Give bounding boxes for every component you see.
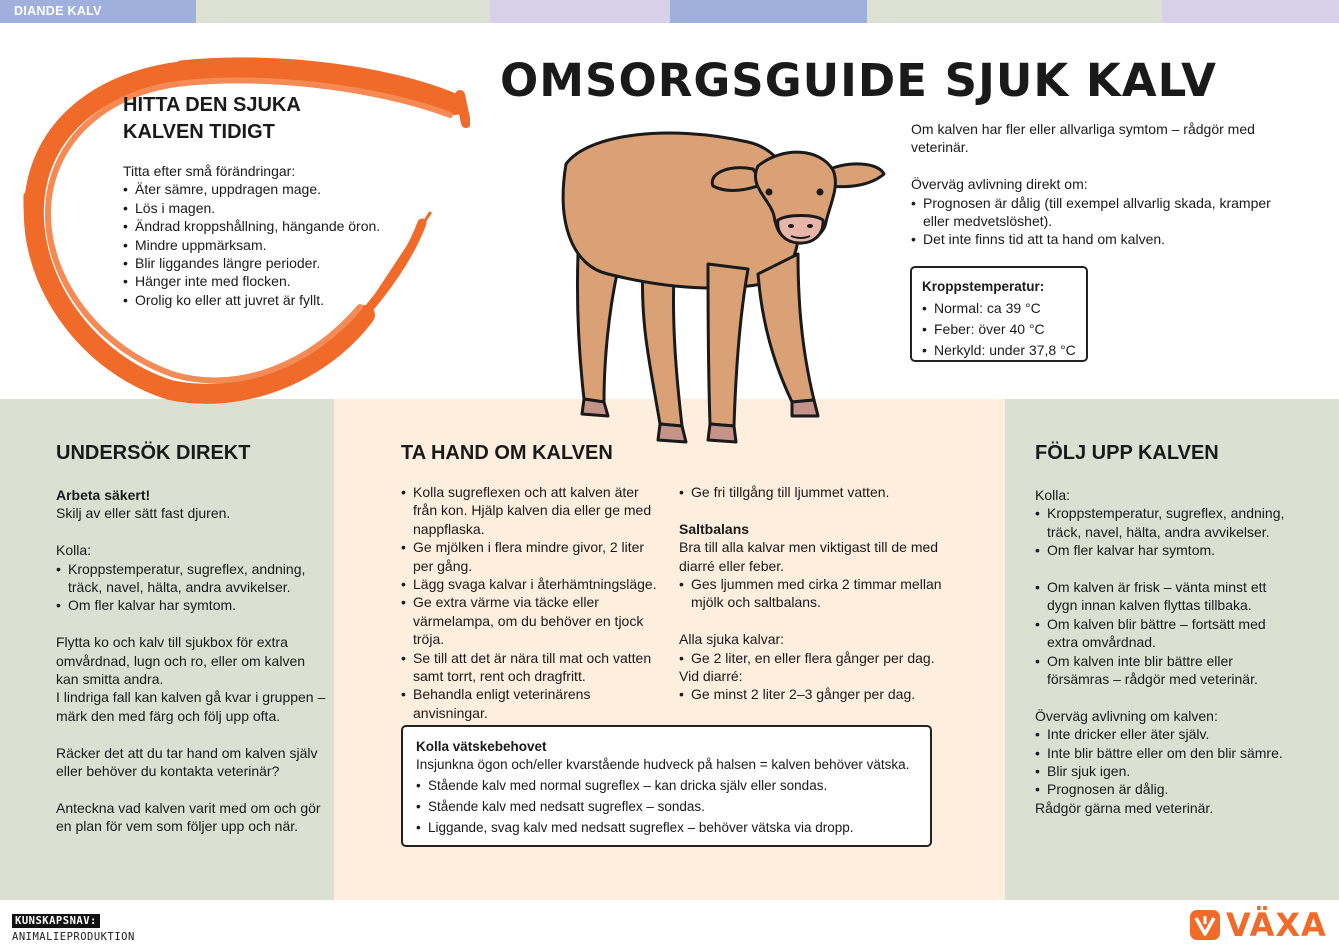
folj-section [1035,442,1295,817]
list-item: • Orolig ko eller att juvret är fyllt. [123,291,423,309]
animalieproduktion-label: ANIMALIEPRODUKTION [12,931,135,943]
list-item: • Blir sjuk igen. [1035,762,1295,780]
top-band-1 [0,0,196,23]
folj-avliv-label: Överväg avlivning om kalven: [1035,707,1218,724]
list-item: • Ge minst 2 liter 2–3 gånger per dag. [679,685,949,703]
list-item: • Prognosen är dålig. [1035,780,1295,798]
hitta-heading-line2: KALVEN TIDIGT [123,121,275,143]
top-band-4 [670,0,867,23]
list-item: • Behandla enligt veterinärens anvisningar. [401,685,659,722]
safe-text: Skilj av eller sätt fast djuren. [56,505,231,522]
intro-right [911,120,1271,249]
page-title: OMSORGSGUIDE SJUK KALV [500,54,1217,107]
vatske-text: Insjunkna ögon och/eller kvarstående hudveck på halsen = kalven behöver vätska. [416,757,910,773]
tahand-col2 [679,483,949,704]
folj-kolla-label: Kolla: [1035,487,1071,503]
saltbalans-text: Bra till alla kalvar men viktigast till de med diarré eller feber. [679,539,939,574]
list-item: • Om fler kalvar har symtom. [1035,541,1295,559]
temperature-box [910,266,1088,362]
list-item: • Äter sämre, uppdragen mage. [123,180,423,198]
alla-sjuka-label: Alla sjuka kalvar: [679,631,785,648]
list-item: • Om kalven är frisk – vänta minst ett dygn innan kalven flyttas tillbaka. [1035,578,1295,615]
list-item: • Lös i magen. [123,199,423,217]
anteckna-paragraph: Anteckna vad kalven varit med om och gör en plan för vem som följer upp och när. [56,799,321,835]
racker-paragraph: Räcker det att du tar hand om kalven själv eller behöver du kontakta veterinär? [56,744,318,780]
list-item: • Feber: över 40 °C [922,319,1086,340]
top-band-3 [490,0,670,23]
list-item: • Mindre uppmärksam. [123,236,423,254]
vatske-heading: Kolla vätskebehovet [416,739,547,754]
vatske-box [401,725,932,847]
saltbalans-heading: Saltbalans [679,520,750,537]
top-band-2 [196,0,490,23]
hitta-list [123,162,423,309]
band-label: DIANDE KALV [14,4,102,18]
temperature-heading: Kroppstemperatur: [922,279,1045,294]
list-item: • Kolla sugreflexen och att kalven äter från kon. Hjälp kalven dia eller ge med nappflaska. [401,483,659,538]
hitta-intro: Titta efter små förändringar: [123,163,296,179]
list-item: • Prognosen är dålig (till exempel allvarlig skada, kramper eller medvetslöshet). [911,194,1271,231]
vaxa-logo-icon [1190,910,1220,940]
list-item: • Ge mjölken i flera mindre givor, 2 liter per gång. [401,538,659,575]
diarre-label: Vid diarré: [679,668,743,685]
list-item: • Kroppstemperatur, sugreflex, andning, träck, navel, hälta, andra avvikelser. [56,560,326,597]
list-item: • Stående kalv med normal sugreflex – kan dricka själv eller sondas. [416,775,930,796]
kunskapsnav-label: KUNSKAPSNAV: [12,914,100,928]
hitta-heading-line1: HITTA DEN SJUKA [123,94,301,116]
kolla-label: Kolla: [56,542,92,559]
list-item: • Om kalven inte blir bättre eller försämras – rådgör med veterinär. [1035,652,1295,689]
folj-heading: FÖLJ UPP KALVEN [1035,442,1219,464]
folj-closing: Rådgör gärna med veterinär. [1035,799,1214,816]
list-item: • Inte blir bättre eller om den blir sämre. [1035,744,1295,762]
list-item: • Stående kalv med nedsatt sugreflex – sondas. [416,796,930,817]
undersok-section [56,442,326,836]
list-item: • Lägg svaga kalvar i återhämtningsläge. [401,575,659,593]
lindriga-paragraph: I lindriga fall kan kalven gå kvar i gruppen – märk den med färg och följ upp ofta. [56,689,326,724]
flytta-paragraph: Flytta ko och kalv till sjukbox för extra omvårdnad, lugn och ro, eller om kalven kan smitta andra. [56,634,306,688]
list-item: • Normal: ca 39 °C [922,298,1086,319]
undersok-heading: UNDERSÖK DIREKT [56,442,251,464]
calf-illustration [548,124,893,449]
list-item: • Ge extra värme via täcke eller värmelampa, om du behöver en tjock tröja. [401,593,659,648]
top-band-5 [867,0,1162,23]
list-item: • Kroppstemperatur, sugreflex, andning, träck, navel, hälta, andra avvikelser. [1035,504,1295,541]
list-item: • Blir liggandes längre perioder. [123,254,423,272]
kunskapsnav-logo [12,911,135,943]
vaxa-brand: VÄXA [1226,906,1327,944]
list-item: • Liggande, svag kalv med nedsatt sugreflex – behöver vätska via dropp. [416,817,930,838]
list-item: • Ändrad kroppshållning, hängande öron. [123,217,423,235]
list-item: • Ges ljummen med cirka 2 timmar mellan mjölk och saltbalans. [679,575,949,612]
list-item: • Det inte finns tid att ta hand om kalven. [911,230,1271,248]
list-item: • Hänger inte med flocken. [123,272,423,290]
top-band-6 [1162,0,1339,23]
safe-heading: Arbeta säkert! [56,487,151,503]
list-item: • Ge 2 liter, en eller flera gånger per dag. [679,649,949,667]
intro-paragraph: Om kalven har fler eller allvarliga symtom – rådgör med veterinär. [911,121,1255,156]
list-item: • Om fler kalvar har symtom. [56,596,326,614]
list-item: • Om kalven blir bättre – fortsätt med extra omvårdnad. [1035,615,1295,652]
list-item: • Inte dricker eller äter själv. [1035,725,1295,743]
tahand-col1 [401,483,659,722]
avlivning-direkt-label: Överväg avlivning direkt om: [911,176,1088,193]
list-item: • Ge fri tillgång till ljummet vatten. [679,483,949,501]
tahand-heading: TA HAND OM KALVEN [401,442,613,464]
hitta-section [123,94,423,309]
list-item: • Se till att det är nära till mat och vatten samt torrt, rent och dragfritt. [401,649,659,686]
list-item: • Nerkyld: under 37,8 °C [922,340,1086,361]
